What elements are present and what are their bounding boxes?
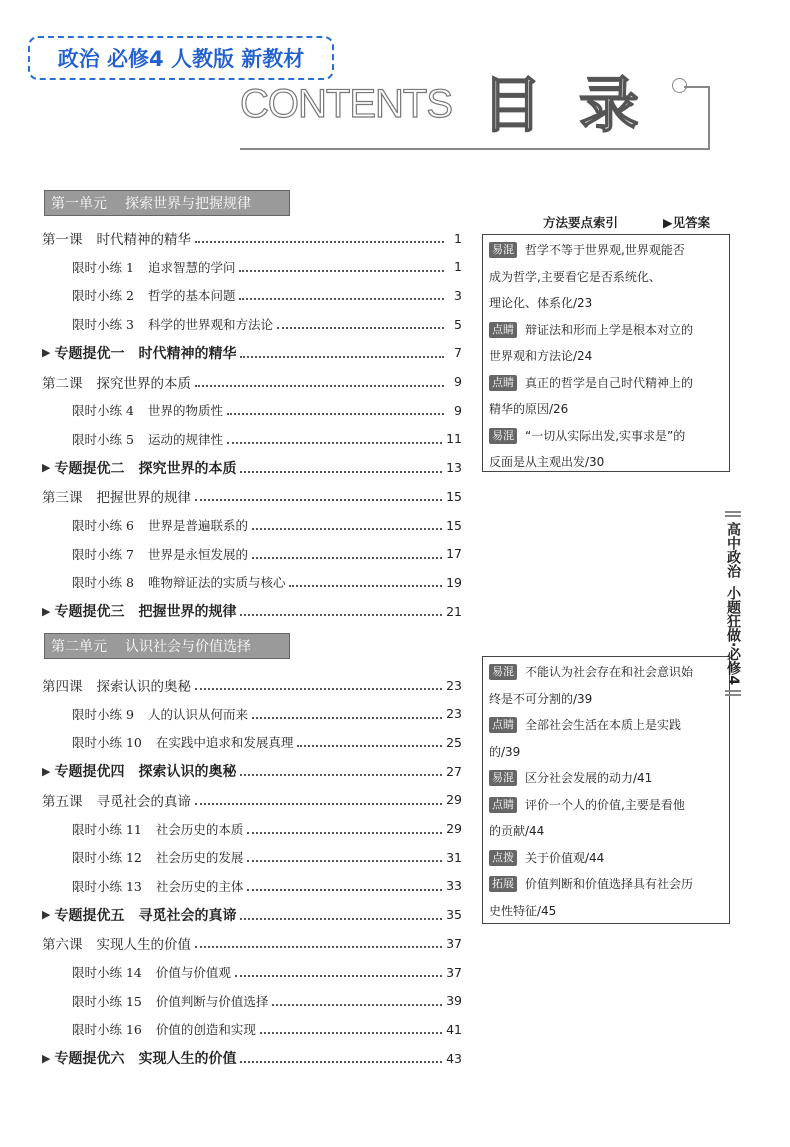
method-text: 辩证法和形而上学是根本对立的 — [525, 322, 694, 337]
leader-dots — [252, 557, 442, 559]
method-entry-line — [489, 765, 723, 791]
entry-label: 专题提优二 — [54, 460, 125, 477]
header-rule — [684, 86, 710, 88]
unit-title: 认识社会与价值选择 — [125, 639, 251, 655]
entry-label: 限时小练 6 — [72, 518, 134, 533]
special-topic-entry[interactable] — [42, 601, 462, 621]
lesson-entry[interactable] — [42, 933, 462, 953]
practice-entry[interactable] — [72, 544, 462, 564]
page-number: 19 — [446, 574, 462, 590]
practice-entry[interactable] — [72, 429, 462, 449]
entry-title: 探究世界的本质 — [96, 375, 191, 392]
entry-title: 社会历史的本质 — [155, 821, 244, 837]
method-entry-line — [489, 237, 723, 263]
page-number: 39 — [446, 993, 462, 1009]
entry-title: 世界是普遍联系的 — [147, 518, 248, 533]
leader-dots — [240, 356, 444, 358]
method-entry-line — [489, 396, 723, 422]
entry-title: 社会历史的发展 — [155, 850, 244, 866]
method-entry-line — [489, 343, 723, 369]
entry-title: 社会历史的主体 — [155, 878, 244, 894]
entry-title: 时代精神的精华 — [96, 232, 191, 248]
entry-label: 专题提优六 — [54, 1051, 125, 1068]
entry-title: 时代精神的精华 — [138, 345, 237, 362]
entry-label: 限时小练 13 — [72, 878, 142, 894]
practice-entry[interactable] — [72, 515, 462, 535]
lesson-entry[interactable] — [42, 675, 462, 695]
method-text: 区分社会发展的动力/41 — [525, 771, 653, 785]
header-rule-bottom — [240, 148, 710, 150]
entry-label: 限时小练 10 — [72, 735, 142, 751]
method-tag: 易混 — [489, 770, 517, 786]
method-tag: 拓展 — [489, 876, 517, 892]
method-index-box-2 — [482, 656, 730, 924]
contents-heading: CONTENTS — [240, 82, 452, 126]
entry-title: 寻觅社会的真谛 — [96, 793, 191, 810]
entry-label: 限时小练 1 — [72, 259, 134, 275]
practice-entry[interactable] — [72, 847, 462, 867]
page-number: 21 — [446, 603, 462, 619]
leader-dots — [240, 918, 442, 920]
triangle-icon: ▶ — [42, 461, 51, 475]
method-text: 不能认为社会存在和社会意识始 — [525, 665, 694, 679]
entry-label: 限时小练 15 — [72, 993, 142, 1009]
leader-dots — [240, 1061, 442, 1063]
page-number: 29 — [446, 821, 462, 836]
method-text: 关于价值观/44 — [525, 850, 605, 865]
entry-label: 限时小练 2 — [72, 288, 134, 304]
method-tag: 点睛 — [489, 322, 517, 338]
lesson-entry[interactable] — [42, 372, 462, 392]
method-entry-line — [489, 792, 723, 818]
method-text: 成为哲学,主要看它是否系统化、 — [489, 269, 661, 284]
page-number: 41 — [446, 1021, 462, 1037]
special-topic-entry[interactable] — [42, 458, 462, 478]
entry-title: 探索认识的奥秘 — [138, 764, 237, 781]
practice-entry[interactable] — [72, 704, 462, 724]
leader-dots — [195, 241, 444, 243]
leader-dots — [260, 1032, 442, 1034]
page-number: 1 — [454, 230, 462, 246]
entry-title: 世界的物质性 — [147, 403, 223, 419]
special-topic-entry[interactable] — [42, 1048, 462, 1068]
leader-dots — [239, 270, 444, 272]
page-number: 23 — [446, 706, 462, 722]
page-number: 27 — [446, 763, 462, 779]
entry-title: 探索认识的奥秘 — [96, 679, 191, 695]
entry-title: 追求智慧的学问 — [147, 259, 236, 275]
leader-dots — [247, 889, 442, 891]
method-index-box-1 — [482, 234, 730, 472]
entry-label: 限时小练 3 — [72, 317, 134, 333]
entry-label: 限时小练 7 — [72, 546, 134, 562]
practice-entry[interactable] — [72, 572, 462, 592]
method-tag: 点拨 — [489, 850, 517, 866]
side-divider — [725, 690, 741, 692]
unit-bar-1 — [44, 190, 290, 216]
see-answers-label: ▶见答案 — [663, 215, 711, 230]
page-number: 3 — [454, 287, 462, 303]
entry-title: 世界是永恒发展的 — [147, 546, 248, 562]
leader-dots — [240, 614, 442, 616]
practice-entry[interactable] — [72, 732, 462, 752]
side-label-series: 小题狂做·必修4 — [725, 586, 741, 686]
method-entry-line — [489, 449, 723, 475]
entry-label: 第四课 — [42, 679, 83, 695]
entry-title: 人的认识从何而来 — [147, 706, 248, 722]
entry-title: 寻觅社会的真谛 — [138, 907, 237, 924]
entry-title: 实现人生的价值 — [96, 937, 191, 954]
edition-badge-text: 政治 必修4 人教版 新教材 — [57, 47, 305, 71]
practice-entry[interactable] — [72, 257, 462, 277]
entry-label: 专题提优三 — [54, 604, 125, 621]
entry-title: 价值判断与价值选择 — [155, 993, 269, 1009]
practice-entry[interactable] — [72, 991, 462, 1011]
leader-dots — [227, 442, 442, 444]
method-tag: 点睛 — [489, 797, 517, 813]
method-text: 全部社会生活在本质上是实践 — [525, 718, 682, 732]
method-entry-line — [489, 818, 723, 844]
method-entry-line — [489, 423, 723, 449]
method-text: 世界观和方法论/24 — [489, 349, 593, 363]
header-rule-vertical — [708, 86, 710, 150]
page-number: 15 — [446, 517, 462, 533]
method-entry-line — [489, 370, 723, 396]
method-tag: 易混 — [489, 428, 517, 444]
entry-title: 在实践中追求和发展真理 — [155, 735, 294, 751]
side-label — [722, 510, 744, 697]
triangle-icon: ▶ — [42, 604, 51, 618]
method-text: 真正的哲学是自己时代精神上的 — [525, 375, 694, 390]
entry-label: 限时小练 16 — [72, 1022, 142, 1038]
method-text: 评价一个人的价值,主要是看他 — [525, 797, 685, 812]
page-number: 29 — [446, 792, 462, 808]
method-entry-line — [489, 264, 723, 290]
entry-title: 科学的世界观和方法论 — [147, 317, 273, 333]
side-label-subject: 高中政治 — [725, 522, 741, 578]
entry-label: 第一课 — [42, 232, 83, 248]
entry-label: 限时小练 14 — [72, 965, 142, 980]
method-entry-line — [489, 871, 723, 897]
leader-dots — [247, 832, 442, 834]
entry-label: 专题提优一 — [54, 345, 125, 362]
entry-title: 运动的规律性 — [147, 431, 223, 447]
entry-label: 第五课 — [42, 793, 83, 810]
lesson-entry[interactable] — [42, 228, 462, 248]
special-topic-entry[interactable] — [42, 343, 462, 363]
method-text: 哲学不等于世界观,世界观能否 — [525, 243, 685, 257]
method-index-title: 方法要点索引 — [543, 215, 619, 230]
lesson-entry[interactable] — [42, 486, 462, 506]
unit-number: 第二单元 — [51, 639, 107, 655]
practice-entry[interactable] — [72, 1019, 462, 1039]
page-number: 5 — [454, 316, 462, 332]
page-number: 43 — [446, 1050, 462, 1066]
page-number: 33 — [446, 878, 462, 894]
page-number: 25 — [446, 734, 462, 750]
leader-dots — [297, 745, 442, 747]
entry-label: 专题提优五 — [54, 907, 125, 924]
edition-badge — [28, 36, 334, 80]
method-tag: 易混 — [489, 242, 517, 258]
leader-dots — [247, 860, 442, 862]
method-text: 史性特征/45 — [489, 903, 557, 918]
method-text: 理论化、体系化/23 — [489, 296, 593, 310]
leader-dots — [195, 803, 442, 805]
unit-number: 第一单元 — [51, 196, 107, 212]
leader-dots — [272, 1004, 442, 1006]
entry-label: 第三课 — [42, 490, 83, 507]
entry-label: 限时小练 8 — [72, 575, 134, 591]
page-number: 7 — [454, 345, 462, 361]
entry-label: 限时小练 5 — [72, 431, 134, 447]
method-tag: 点睛 — [489, 375, 517, 391]
entry-title: 唯物辩证法的实质与核心 — [147, 575, 286, 591]
method-text: 反面是从主观出发/30 — [489, 455, 605, 469]
side-divider — [725, 515, 741, 517]
entry-label: 限时小练 11 — [72, 821, 142, 837]
entry-label: 限时小练 4 — [72, 403, 134, 419]
entry-title: 把握世界的规律 — [96, 490, 191, 507]
page-title: 目 录 — [482, 71, 647, 141]
entry-title: 探究世界的本质 — [138, 460, 237, 477]
triangle-icon: ▶ — [42, 908, 51, 922]
practice-entry[interactable] — [72, 314, 462, 334]
leader-dots — [252, 528, 442, 530]
method-text: 的/39 — [489, 744, 521, 759]
practice-entry[interactable] — [72, 819, 462, 839]
entry-label: 限时小练 9 — [72, 706, 134, 722]
page-number: 13 — [446, 460, 462, 476]
practice-entry[interactable] — [72, 400, 462, 420]
method-text: 精华的原因/26 — [489, 402, 569, 416]
leader-dots — [252, 717, 442, 719]
page-number: 9 — [454, 374, 462, 389]
entry-label: 第六课 — [42, 937, 83, 954]
special-topic-entry[interactable] — [42, 905, 462, 925]
triangle-icon: ▶ — [42, 346, 51, 360]
side-divider — [725, 694, 741, 696]
entry-label: 第二课 — [42, 375, 83, 392]
page-number: 11 — [446, 431, 462, 447]
page-number: 1 — [454, 259, 462, 275]
leader-dots — [240, 471, 442, 473]
method-entry-line — [489, 739, 723, 765]
method-entry-line — [489, 712, 723, 738]
page-number: 35 — [446, 907, 462, 923]
leader-dots — [195, 385, 444, 387]
page-number: 17 — [446, 546, 462, 562]
practice-entry[interactable] — [72, 285, 462, 305]
entry-label: 专题提优四 — [54, 764, 125, 781]
entry-title: 把握世界的规律 — [138, 604, 237, 621]
lesson-entry[interactable] — [42, 790, 462, 810]
method-entry-line — [489, 845, 723, 871]
method-entry-line — [489, 898, 723, 924]
leader-dots — [289, 585, 442, 587]
method-entry-line — [489, 317, 723, 343]
practice-entry[interactable] — [72, 962, 462, 982]
leader-dots — [239, 298, 444, 300]
unit-title: 探索世界与把握规律 — [125, 196, 251, 212]
special-topic-entry[interactable] — [42, 761, 462, 781]
unit-bar-2 — [44, 633, 290, 659]
method-text: 终是不可分割的/39 — [489, 691, 593, 706]
triangle-icon: ▶ — [42, 1051, 51, 1065]
leader-dots — [227, 413, 444, 415]
method-text: “一切从实际出发,实事求是”的 — [525, 428, 686, 443]
leader-dots — [235, 975, 442, 977]
triangle-icon: ▶ — [42, 764, 51, 778]
page-number: 9 — [454, 402, 462, 418]
method-entry-line — [489, 686, 723, 712]
page-number: 15 — [446, 488, 462, 504]
method-entry-line — [489, 659, 723, 685]
entry-title: 价值的创造和实现 — [155, 1022, 256, 1038]
entry-title: 价值与价值观 — [155, 965, 231, 980]
method-tag: 易混 — [489, 664, 517, 680]
method-entry-line — [489, 290, 723, 316]
entry-title: 哲学的基本问题 — [147, 288, 236, 304]
method-tag: 点睛 — [489, 717, 517, 733]
page-number: 37 — [446, 935, 462, 951]
leader-dots — [195, 946, 442, 948]
method-text: 价值判断和价值选择具有社会历 — [525, 877, 694, 891]
page-number: 23 — [446, 677, 462, 693]
leader-dots — [277, 327, 444, 329]
method-text: 的贡献/44 — [489, 824, 545, 838]
entry-label: 限时小练 12 — [72, 850, 142, 866]
leader-dots — [195, 499, 442, 501]
side-divider — [725, 511, 741, 513]
page-number: 31 — [446, 849, 462, 865]
page-number: 37 — [446, 964, 462, 980]
entry-title: 实现人生的价值 — [138, 1051, 237, 1068]
leader-dots — [240, 774, 442, 776]
practice-entry[interactable] — [72, 876, 462, 896]
leader-dots — [195, 688, 442, 690]
